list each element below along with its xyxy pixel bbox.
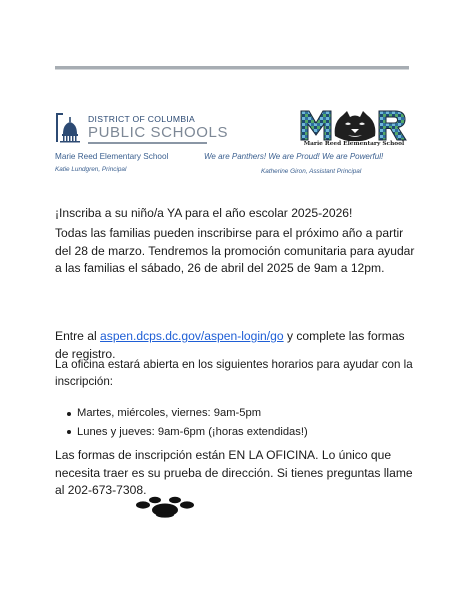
- list-item: Martes, miércoles, viernes: 9am-5pm: [66, 404, 308, 423]
- dcps-public-schools-text: PUBLIC SCHOOLS: [88, 124, 229, 141]
- dcps-logo: [55, 112, 229, 146]
- logo-caption: Marie Reed Elementary School: [303, 141, 405, 147]
- capitol-dome-icon: [55, 112, 85, 143]
- registration-prefix: Entre al: [55, 329, 101, 343]
- aspen-link[interactable]: aspen.dcps.dc.gov/aspen-login/go: [100, 329, 284, 343]
- paw-print-icon: [135, 496, 195, 518]
- families-paragraph: Todas las familias pueden inscribirse para el próximo año a partir del 28 de marzo. Tendremos la promoción comunitaria para ayudar a las familias el sábado, 26 de abril del 2025 de 9am a 12pm.: [55, 226, 415, 275]
- enroll-heading: ¡Inscriba a su niño/a YA para el año escolar 2025-2026!: [55, 206, 353, 220]
- list-item: Lunes y jueves: 9am-6pm (¡horas extendidas!): [66, 423, 308, 442]
- office-hours-intro: La oficina estará abierta en los siguientes horarios para ayudar con la inscripción:: [55, 358, 413, 388]
- mres-logo: [299, 108, 409, 148]
- dcps-district-text: DISTRICT OF COLUMBIA: [88, 114, 196, 124]
- assistant-principal-name: Katherine Giron, Assistant Principal: [261, 168, 362, 175]
- panther-logo-icon: [299, 108, 409, 142]
- school-name: Marie Reed Elementary School: [55, 152, 169, 161]
- office-hours-list: [66, 404, 308, 441]
- principal-name: Katie Lundgren, Principal: [55, 166, 127, 173]
- closing-paragraph: Las formas de inscripción están EN LA OFICINA. Lo único que necesita traer es su prueba de dirección. Si tienes preguntas llame al 202-673-7308.: [55, 448, 413, 497]
- header-divider: [55, 66, 409, 69]
- registration-suffix: y complete las formas de registro.: [55, 329, 405, 361]
- school-motto: We are Panthers! We are Proud! We are Powerful!: [204, 152, 384, 161]
- dcps-underline: [88, 142, 207, 144]
